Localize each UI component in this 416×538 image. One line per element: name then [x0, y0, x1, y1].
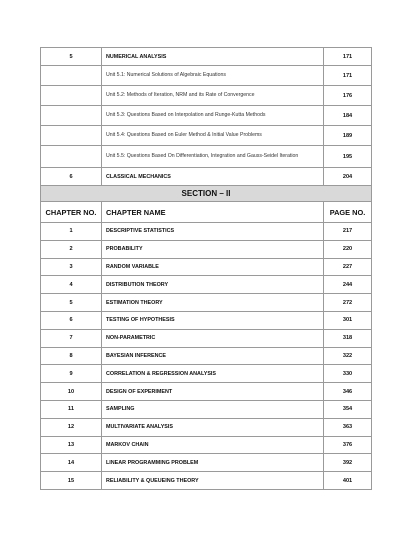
- table-row: [41, 365, 372, 383]
- table-row: [41, 383, 372, 401]
- table-row: [41, 240, 372, 258]
- page-number: 195: [324, 146, 372, 168]
- table-row: [41, 258, 372, 276]
- page-number: 392: [324, 454, 372, 472]
- toc-row: [41, 66, 372, 86]
- header-row: [41, 202, 372, 223]
- page-number: 354: [324, 400, 372, 418]
- chapter-number: [41, 106, 102, 126]
- chapter-name: NUMERICAL ANALYSIS: [102, 48, 324, 66]
- chapter-number: [41, 66, 102, 86]
- table-row: [41, 311, 372, 329]
- chapter-name: BAYESIAN INFERENCE: [102, 347, 324, 365]
- table-row: [41, 418, 372, 436]
- page-number: 363: [324, 418, 372, 436]
- chapter-number: 7: [41, 329, 102, 347]
- header-chapter-no: CHAPTER NO.: [41, 202, 102, 223]
- header-page-no: PAGE NO.: [324, 202, 372, 223]
- page-number: 176: [324, 86, 372, 106]
- page-number: 184: [324, 106, 372, 126]
- chapter-name: RELIABILITY & QUEUEING THEORY: [102, 472, 324, 490]
- chapter-name: CORRELATION & REGRESSION ANALYSIS: [102, 365, 324, 383]
- page-number: 322: [324, 347, 372, 365]
- chapter-number: 15: [41, 472, 102, 490]
- table-row: [41, 276, 372, 294]
- chapter-number: 8: [41, 347, 102, 365]
- chapter-number: 6: [41, 168, 102, 186]
- page-number: 376: [324, 436, 372, 454]
- chapter-number: 14: [41, 454, 102, 472]
- chapter-number: 11: [41, 400, 102, 418]
- chapter-number: 13: [41, 436, 102, 454]
- chapter-number: 3: [41, 258, 102, 276]
- page-number: 244: [324, 276, 372, 294]
- chapter-number: 5: [41, 48, 102, 66]
- table-of-contents: [40, 47, 372, 490]
- table-row: [41, 436, 372, 454]
- unit-name: Unit 5.2: Methods of Iteration, NRM and its Rate of Convergence: [102, 86, 324, 106]
- page-number: 171: [324, 66, 372, 86]
- table-row: [41, 294, 372, 312]
- unit-name: Unit 5.4: Questions Based on Euler Method & Initial Value Problems: [102, 126, 324, 146]
- chapter-name: SAMPLING: [102, 400, 324, 418]
- toc-row: [41, 126, 372, 146]
- table-row: [41, 223, 372, 241]
- chapter-number: [41, 86, 102, 106]
- section-1-body: [41, 48, 372, 223]
- chapter-name: TESTING OF HYPOTHESIS: [102, 311, 324, 329]
- chapter-name: MULTIVARIATE ANALYSIS: [102, 418, 324, 436]
- page-number: 217: [324, 223, 372, 241]
- page-number: 330: [324, 365, 372, 383]
- unit-name: Unit 5.1: Numerical Solutions of Algebraic Equations: [102, 66, 324, 86]
- chapter-number: 12: [41, 418, 102, 436]
- chapter-number: 2: [41, 240, 102, 258]
- page-number: 346: [324, 383, 372, 401]
- chapter-name: DESCRIPTIVE STATISTICS: [102, 223, 324, 241]
- toc-row: [41, 168, 372, 186]
- toc-row: [41, 48, 372, 66]
- chapter-number: 1: [41, 223, 102, 241]
- section-2-body: [41, 223, 372, 490]
- page-number: 318: [324, 329, 372, 347]
- unit-name: Unit 5.3: Questions Based on Interpolation and Runge-Kutta Methods: [102, 106, 324, 126]
- chapter-name: DISTRIBUTION THEORY: [102, 276, 324, 294]
- table-row: [41, 472, 372, 490]
- toc-row: [41, 106, 372, 126]
- table-row: [41, 347, 372, 365]
- chapter-number: 9: [41, 365, 102, 383]
- chapter-name: LINEAR PROGRAMMING PROBLEM: [102, 454, 324, 472]
- chapter-name: CLASSICAL MECHANICS: [102, 168, 324, 186]
- header-chapter-name: CHAPTER NAME: [102, 202, 324, 223]
- page-number: 171: [324, 48, 372, 66]
- unit-name: Unit 5.5: Questions Based On Differentiation, Integration and Gauss-Seidel Iteration: [102, 146, 324, 168]
- page-number: 401: [324, 472, 372, 490]
- chapter-number: [41, 146, 102, 168]
- chapter-name: NON-PARAMETRIC: [102, 329, 324, 347]
- chapter-number: 4: [41, 276, 102, 294]
- page-number: 227: [324, 258, 372, 276]
- chapter-number: 6: [41, 311, 102, 329]
- toc-row: [41, 86, 372, 106]
- page-number: 272: [324, 294, 372, 312]
- chapter-number: [41, 126, 102, 146]
- table-row: [41, 454, 372, 472]
- chapter-name: RANDOM VARIABLE: [102, 258, 324, 276]
- page-number: 301: [324, 311, 372, 329]
- table-row: [41, 400, 372, 418]
- table-row: [41, 329, 372, 347]
- toc-row: [41, 146, 372, 168]
- chapter-name: ESTIMATION THEORY: [102, 294, 324, 312]
- page-number: 220: [324, 240, 372, 258]
- page-number: 204: [324, 168, 372, 186]
- section-title: SECTION – II: [41, 186, 372, 202]
- chapter-number: 5: [41, 294, 102, 312]
- page-number: 189: [324, 126, 372, 146]
- chapter-number: 10: [41, 383, 102, 401]
- section-heading-row: [41, 186, 372, 202]
- chapter-name: DESIGN OF EXPERIMENT: [102, 383, 324, 401]
- chapter-name: MARKOV CHAIN: [102, 436, 324, 454]
- chapter-name: PROBABILITY: [102, 240, 324, 258]
